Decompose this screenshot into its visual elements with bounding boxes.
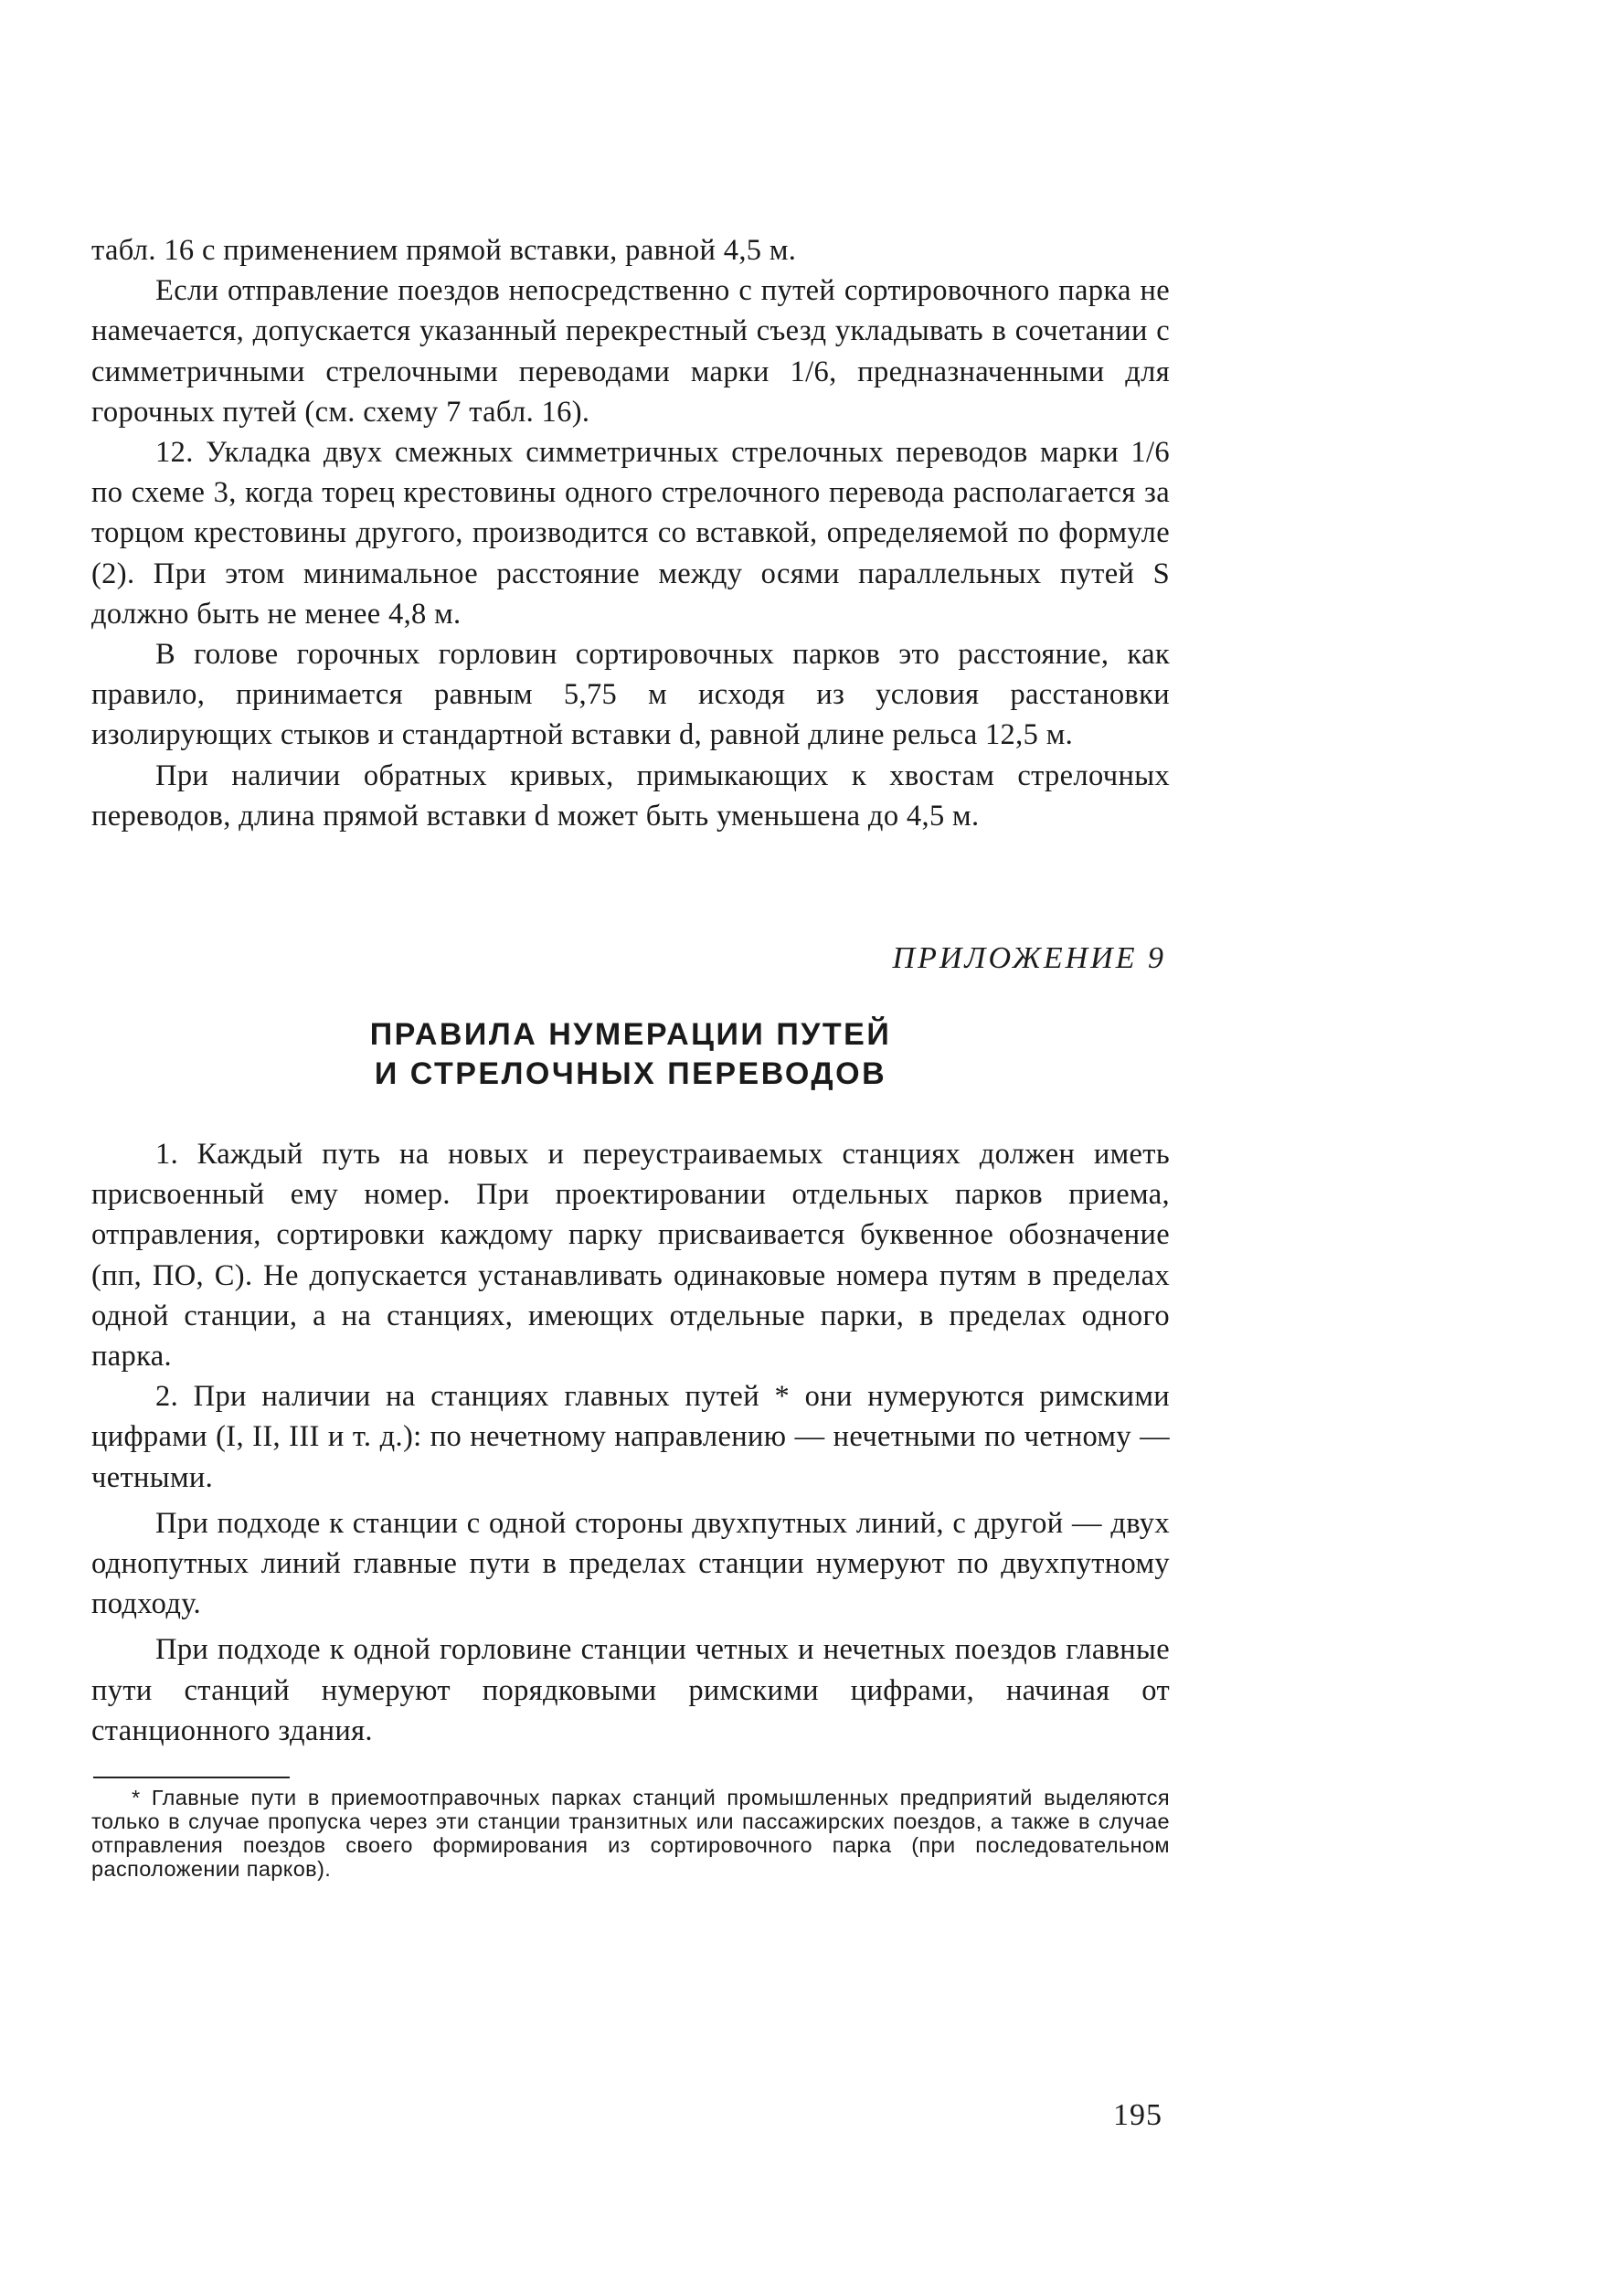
paragraph-departure-note: Если отправление поездов непосредственно с путей сортировочного парка не намечается, допускается указанный перекрестный съезд укладывать в сочетании с симметричными стрелочными переводами марки 1/6, предназначенными для горочных путей (см. схему 7 табл. 16). bbox=[91, 274, 1170, 429]
document-page bbox=[91, 230, 1170, 1903]
footnote: * Главные пути в приемоотправочных парках станций промышленных предприятий выделяются только в случае пропуска через эти станции транзитных или пассажирских поездов, а также в случае отправления поездов своего формирования из сортировочного парка (при последовательном расположении парков). bbox=[91, 1786, 1170, 1882]
paragraph-approach-one-side: При подходе к станции с одной стороны двухпутных линий, с другой — двух однопутных линий главные пути в пределах станции нумеруют по двухпутному подходу. bbox=[91, 1506, 1170, 1621]
appendix-label: ПРИЛОЖЕНИЕ 9 bbox=[892, 941, 1166, 976]
section-title-line-2: И СТРЕЛОЧНЫХ ПЕРЕВОДОВ bbox=[374, 1056, 887, 1092]
paragraph-continuation: табл. 16 с применением прямой вставки, равной 4,5 м. bbox=[91, 234, 797, 267]
footnote-divider bbox=[93, 1777, 290, 1778]
paragraph-approach-one-throat: При подходе к одной горловине станции четных и нечетных поездов главные пути станций нумеруют порядковыми римскими цифрами, начиная от станционного здания. bbox=[91, 1633, 1170, 1747]
paragraph-item-12: 12. Укладка двух смежных симметричных стрелочных переводов марки 1/6 по схеме 3, когда торец крестовины одного стрелочного перевода располагается за торцом крестовины другого, производится со вставкой, определяемой по формуле (2). При этом минимальное расстояние между осями параллельных путей S должно быть не менее 4,8 м. bbox=[91, 436, 1170, 631]
paragraph-reverse-curves: При наличии обратных кривых, примыкающих к хвостам стрелочных переводов, длина прямой вставки d может быть уменьшена до 4,5 м. bbox=[91, 759, 1170, 833]
rules-body bbox=[91, 1134, 1170, 1751]
page-number: 195 bbox=[1113, 2098, 1162, 2132]
paragraph-rule-1: 1. Каждый путь на новых и переустраиваемых станциях должен иметь присвоенный ему номер. При проектировании отдельных парков приема, отправления, сортировки каждому парку присваивается буквенное обозначение (пп, ПО, С). Не допускается устанавливать одинаковые номера путям в пределах одной станции, а на станциях, имеющих отдельные парки, в пределах одного парка. bbox=[91, 1138, 1170, 1374]
paragraph-hump-throat: В голове горочных горловин сортировочных парков это расстояние, как правило, принимается равным 5,75 м исходя из условия расстановки изолирующих стыков и стандартной вставки d, равной длине рельса 12,5 м. bbox=[91, 638, 1170, 752]
section-title-line-1: ПРАВИЛА НУМЕРАЦИИ ПУТЕЙ bbox=[369, 1017, 892, 1053]
paragraph-rule-2: 2. При наличии на станциях главных путей * они нумеруются римскими цифрами (I, II, III и т. д.): по нечетному направлению — нечетными по четному — четными. bbox=[91, 1380, 1170, 1494]
section-title bbox=[91, 1015, 1170, 1094]
